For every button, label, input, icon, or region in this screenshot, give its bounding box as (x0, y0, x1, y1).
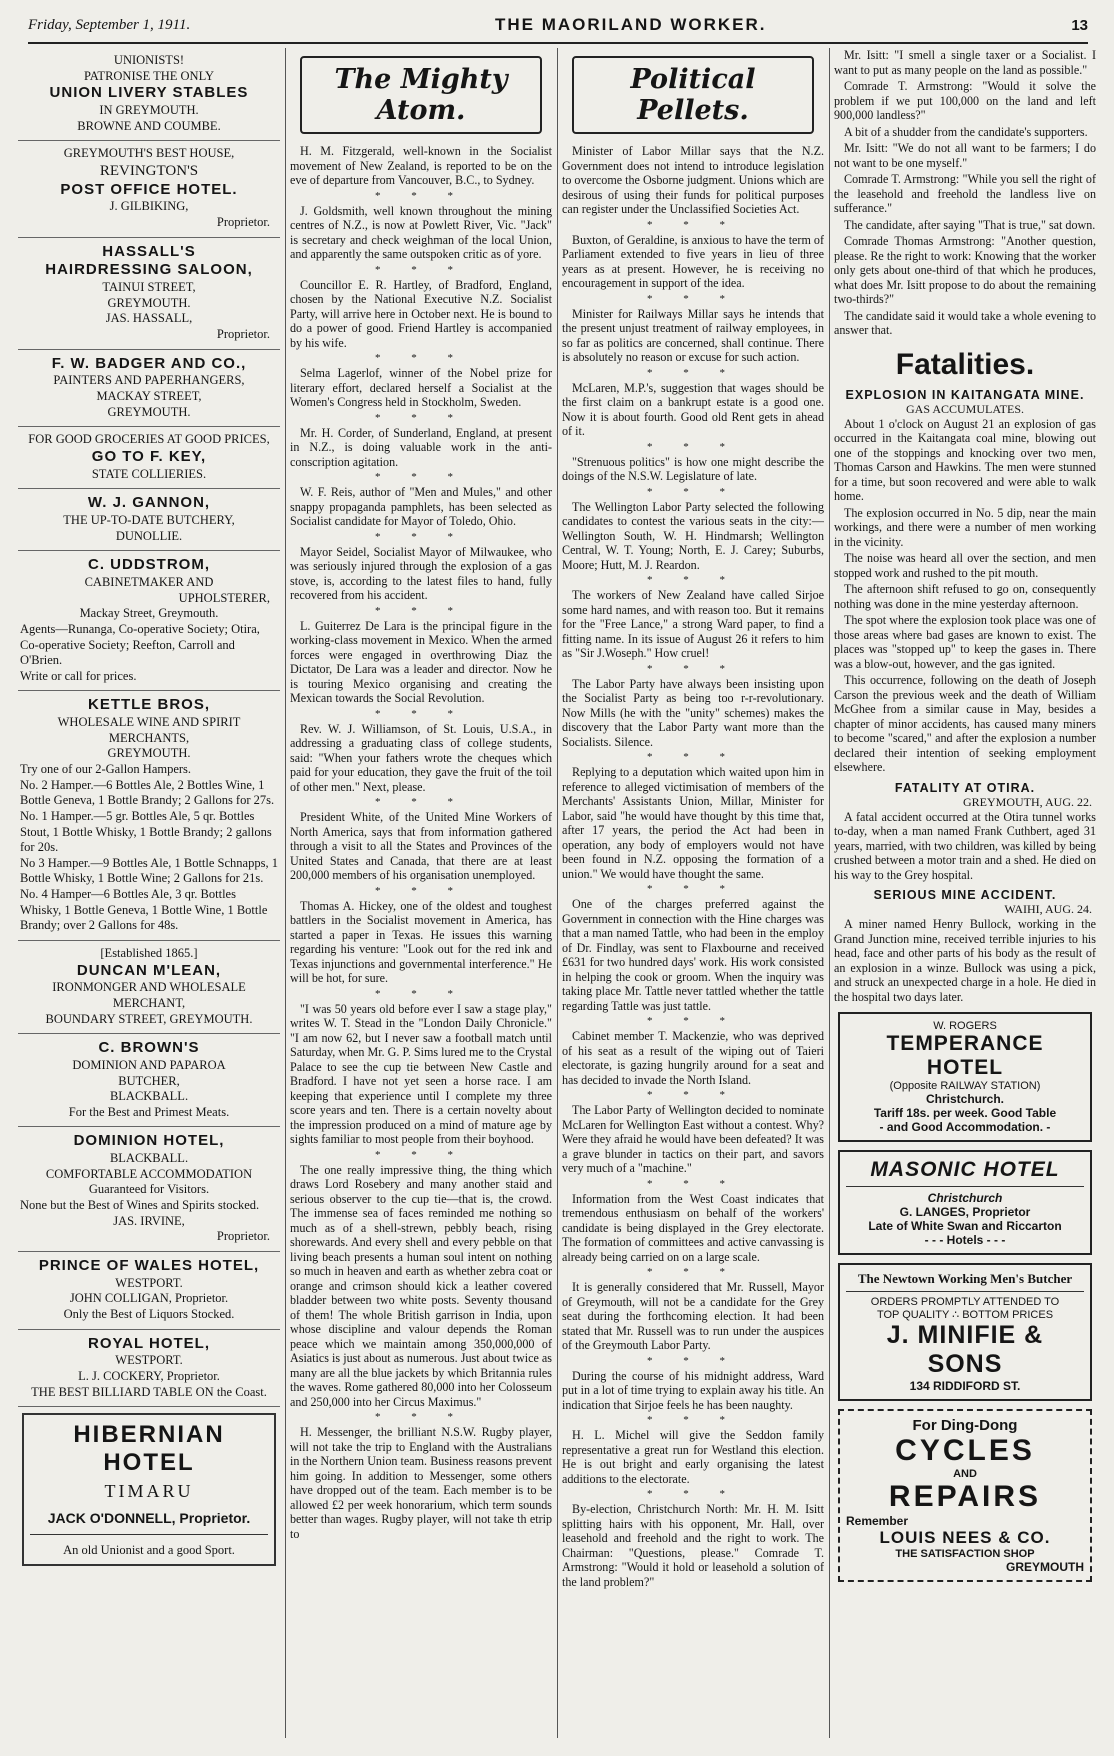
ad-line: DOMINION AND PAPAROA (72, 1057, 226, 1072)
ad-badger (18, 350, 280, 428)
ad-line: UNIONISTS! (113, 53, 185, 67)
ad-line: Remember (846, 1514, 909, 1528)
column-rule (829, 48, 830, 1738)
ad-line: UPHOLSTERER, (178, 590, 270, 605)
masthead (28, 8, 1088, 44)
ad-line: JOHN COLLIGAN, Proprietor. (69, 1291, 229, 1306)
article-paragraph: Comrade T. Armstrong: "Would it solve the problem if we put 100,000 on the land and left 900,000 landless?" (834, 79, 1096, 122)
ad-key-groceries (18, 427, 280, 489)
article-paragraph: The candidate, after saying "That is true," sat down. (844, 217, 1096, 232)
ad-dominion-hotel (18, 1127, 280, 1252)
ad-line: PAINTERS AND PAPERHANGERS, (53, 373, 245, 388)
paragraph-separator: * * * (647, 485, 739, 498)
ad-minifie-butcher (838, 1263, 1092, 1401)
ad-line: GREYMOUTH. (107, 295, 191, 310)
article-paragraph: "I was 50 years old before ever I saw a stage play," writes W. T. Stead in the "London Daily Chronicle." "I am now 62, but I never saw a football match until Saturday, when Mr. G. P. Sims lured me to the Crystal Palace to see the cup tie between New Castle and Bradford. I have not yet seen a horse race. I am keeping that experience until I complete my three score years and ten. There is a certain novelty about the impression produced on a mind of mature age by sights familiar to most people from their boyhood. (290, 1001, 552, 1146)
ad-cycles-repairs (838, 1409, 1092, 1582)
ad-line: THE UP-TO-DATE BUTCHERY, (63, 513, 235, 527)
article-paragraph: L. Guiterrez De Lara is the principal figure in the working-class movement in Mexico. When the armed forces were engaged in overthrowing Diaz the Dictator, De Lara was a leader and director. Now he is touring Mexico organising and creating the Mexican towards the Social Revolution. (290, 618, 552, 705)
ad-prince-of-wales-hotel (18, 1252, 280, 1330)
article-paragraph: President White, of the United Mine Workers of North America, says that from information gathered through a visit to all the States and Provinces of the United States and Canada, that there are at least 200,000 members of his organisation unemployed. (290, 810, 552, 882)
ad-line: IRONMONGER AND WHOLESALE MERCHANT, (52, 980, 246, 1010)
ad-line: An old Unionist and a good Sport. (30, 1534, 268, 1558)
article-paragraph: H. Messenger, the brilliant N.S.W. Rugby player, will not take the trip to England with the Australians in the Northern Union team. Business reasons prevent him going. In addition to Messenger, some others have dropped out of the team. Each member is to be allowed £2 per week honorarium, which term sounds better than wages. Rugby player, will not take th etrip to (290, 1425, 552, 1541)
ad-line: TAINUI STREET, (102, 280, 196, 295)
ad-heading: MASONIC HOTEL (870, 1158, 1060, 1181)
ad-line: BLACKBALL. (109, 1151, 189, 1166)
ad-line: COMFORTABLE ACCOMMODATION (45, 1166, 253, 1181)
ad-line: AND (953, 1468, 977, 1480)
ad-line: Only the Best of Liquors Stocked. (63, 1306, 235, 1321)
article-paragraph: About 1 o'clock on August 21 an explosion of gas occurred in the Kaitangata coal mine, blowing out one of the stoppings and knocking over two men, Thomas Carson and Hawkins. The men were stunned for a time, but soon recovered and were able to walk home. (834, 416, 1096, 503)
ad-line: Late of White Swan and Riccarton (868, 1219, 1062, 1233)
paragraph-separator: * * * (375, 1148, 467, 1161)
paragraph-separator: * * * (375, 604, 467, 617)
article-paragraph: Mr. Isitt: "We do not all want to be farmers; I do not want to be one myself." (834, 141, 1096, 170)
paragraph-separator: * * * (375, 471, 467, 483)
ad-temperance-hotel (838, 1012, 1092, 1142)
ad-line: (Opposite RAILWAY STATION) (889, 1080, 1041, 1092)
article-paragraph: Information from the West Coast indicates that tremendous enthusiasm on behalf of the workers' candidate is being displayed in the Grey electorate. The formation of committees and active canvassing is already being carried on on a large scale. (562, 1191, 824, 1264)
ad-uddstrom (18, 551, 280, 691)
ad-line: ORDERS PROMPTLY ATTENDED TO (870, 1296, 1060, 1308)
ad-line: G. LANGES, Proprietor (899, 1205, 1031, 1219)
ad-line: CABINETMAKER AND (84, 575, 214, 589)
article-paragraph: The Labor Party of Wellington decided to nominate McLaren for Wellington East without a contest. Why? Were they afraid he would have been defeated? It was a grave blunder in tactics on their part, and savors very much of a "machine." (562, 1103, 824, 1175)
political-pellets-body (562, 144, 824, 1589)
paragraph-separator: * * * (375, 884, 467, 897)
ad-line: GREYMOUTH. (107, 404, 191, 419)
ad-heading: KETTLE BROS, (87, 696, 210, 714)
article-paragraph: The spot where the explosion took place was one of those areas where bad gases are known to exist. The places was "stopped up" to keep the gases in. There was a blow-out, however, and the gas ignited. (834, 613, 1096, 671)
article-paragraph: Comrade T. Armstrong: "While you sell the right of the leasehold and freehold the landless live on sufferance." (834, 172, 1096, 215)
paragraph-separator: * * * (375, 987, 467, 1000)
article-paragraph: Thomas A. Hickey, one of the oldest and toughest battlers in the Socialist movement in America, has started a paper in Texas. He issues this warning regarding his venture: "Look out for the red ink and Texas injunctions and governmental interference." He will be hot, for sure. (290, 898, 552, 985)
ad-line: BLACKBALL. (109, 1089, 189, 1104)
ad-line: GREYMOUTH. (107, 746, 191, 761)
article-paragraph: The noise was heard all over the section, and men stopped work and rushed to the pit mouth. (834, 551, 1096, 580)
otira-headline: FATALITY AT OTIRA. (894, 780, 1036, 795)
column-rule (557, 48, 558, 1738)
serious-accident-paragraph: A miner named Henry Bullock, working in the Grand Junction mine, received terrible injuries to his head, face and other parts of his body as the result of an explosion in a winze. Bullock was using a pick, and struck an unexpected charge in a hole. He died in the hospital two days later. (834, 917, 1096, 1004)
ad-line: 134 RIDDIFORD ST. (909, 1379, 1021, 1393)
ad-heading: POST OFFICE HOTEL. (60, 180, 238, 198)
explosion-headline: EXPLOSION IN KAITANGATA MINE. (845, 387, 1085, 402)
ad-line: THE SATISFACTION SHOP (895, 1548, 1035, 1560)
ad-line: GREYMOUTH (1006, 1560, 1084, 1574)
issue-date: Friday, September 1, 1911. (28, 16, 191, 33)
article-paragraph: McLaren, M.P.'s, suggestion that wages should be the first claim on a bankrupt estate is a good one. Now it is about fourth. Good old Rent gets in ahead of it. (562, 380, 824, 438)
political-pellets-column (562, 48, 824, 1748)
serious-accident-headline: SERIOUS MINE ACCIDENT. (873, 888, 1057, 902)
ad-line: GREYMOUTH'S BEST HOUSE, (63, 146, 235, 161)
fatalities-title: Fatalities. (895, 347, 1035, 381)
ad-line: No. 2 Hamper.—6 Bottles Ale, 2 Bottles Wine, 1 Bottle Geneva, 1 Bottle Brandy; 2 Gallons for 27s. (20, 777, 275, 808)
paragraph-separator: * * * (647, 366, 739, 379)
isitt-meeting-body (834, 48, 1096, 338)
article-paragraph: Cabinet member T. Mackenzie, who was deprived of his seat as a result of the wiping out of Taieri electorate, is gazing hungrily around for a seat and has decided to invade the North Island. (562, 1029, 824, 1087)
ad-line: For Ding-Dong (912, 1417, 1018, 1434)
ad-line: - and Good Accommodation. - (879, 1120, 1051, 1134)
ad-line: BUTCHER, (118, 1073, 180, 1088)
ad-line: [Established 1865.] (100, 945, 198, 960)
ad-heading: HASSALL'S (102, 242, 196, 260)
advertisements-column (18, 48, 280, 1748)
paragraph-separator: * * * (647, 1266, 739, 1278)
ad-hassall (18, 238, 280, 350)
paragraph-separator: * * * (647, 1488, 739, 1500)
paragraph-separator: * * * (647, 1354, 739, 1367)
ad-post-office-hotel (18, 141, 280, 237)
ad-line: Proprietor. (216, 1229, 270, 1244)
divider (846, 1291, 1084, 1292)
ad-heading: J. MINIFIE & SONS (886, 1321, 1044, 1378)
page-number: 13 (1071, 16, 1088, 34)
ad-gannon (18, 489, 280, 551)
article-paragraph: The workers of New Zealand have called Sirjoe some hard names, and with reason too. But it remains for the "Free Lance," a strong Ward paper, to find a fitting name. In its issue of August 26 it refers to him as "Sir J.Woseph." How cruel! (562, 588, 824, 660)
ad-line: Proprietor. (216, 327, 270, 341)
ad-heading: LOUIS NEES & CO. (879, 1528, 1051, 1547)
article-paragraph: Mayor Seidel, Socialist Mayor of Milwaukee, who was seriously injured through the explosion of a gas stove, is, according to the latest files to hand, fully recovered from his accident. (290, 544, 552, 602)
ad-line: No. 1 Hamper.—5 gr. Bottles Ale, 5 qr. Bottles Stout, 1 Bottle Whisky, 1 Bottle Brandy; 2 gallons for 20s. (20, 808, 272, 855)
paragraph-separator: * * * (647, 440, 739, 453)
paper-title: THE MAORILAND WORKER. (495, 15, 767, 34)
ad-line: No 3 Hamper.—9 Bottles Ale, 1 Bottle Schnapps, 1 Bottle Whisky, 1 Bottle Wine; 2 Gallons for 21s. (20, 855, 278, 886)
ad-heading: DOMINION HOTEL, (73, 1132, 225, 1150)
paragraph-separator: * * * (375, 263, 467, 276)
article-paragraph: Mr. H. Corder, of Sunderland, England, at present in N.Z., is doing valuable work in the anti-conscription agitation. (290, 425, 552, 469)
article-paragraph: "Strenuous politics" is how one might describe the doings of the N.S.W. Legislature of late. (562, 454, 824, 483)
paragraph-separator: * * * (375, 411, 467, 424)
paragraph-separator: * * * (375, 352, 467, 364)
article-paragraph: The one really impressive thing, the thing which draws Lord Rosebery and many another staid and serious observer to the cup tie—that is, the crowd. The immense sea of faces reminded me nothing so much as of a shell-strewn, pebbly beach, rising shorewards. And every shell and every pebble on that living beach presents a human soul intent on nothing so much in heaven and earth as whether zebra coat or orange and crimson should kick a leather covered bladder between two white posts. Seventy thousand of them! The whole British garrison in India, upon whose discipline and valour depends the Roman peace which we maintain among 350,000,000 of Asiatics is just about as numerous. Just about twice as many are all the blue jackets by which Britannia rules the waves. Rome gathered 80,000 into her Colosseum and 250,000 into her Circus Maximus." (290, 1162, 552, 1409)
article-paragraph: The Wellington Labor Party selected the following candidates to contest the various seats in the city:—Wellington South, W. H. Hindmarsh; Wellington Central, W. T. Young; North, E. J. Carey; Suburbs, Moore; Hutt, M. J. Reardon. (562, 499, 824, 572)
ad-line: JACK O'DONNELL, Proprietor. (47, 1510, 251, 1527)
ad-heading: CYCLES (895, 1434, 1035, 1467)
paragraph-separator: * * * (375, 796, 467, 808)
article-paragraph: This occurrence, following on the death of Joseph Carson the previous week and the death of William McGhee from a similar cause in May, besides a chapter of minor accidents, has caused many miners to become "scared," and after the explosion a number declared their intention of seeking employment elsewhere. (834, 673, 1096, 774)
ad-masonic-hotel (838, 1150, 1092, 1255)
mighty-atom-body (290, 144, 552, 1541)
ad-heading: REPAIRS (888, 1480, 1042, 1513)
ad-hibernian-hotel (22, 1413, 276, 1566)
article-paragraph: Selma Lagerlof, winner of the Nobel prize for literary effort, declared herself a Socialist at the Women's Congress held in Stockholm, Sweden. (290, 366, 552, 409)
article-paragraph: Comrade Thomas Armstrong: "Another question, please. Re the right to work: Knowing that the worker only gets about one-third of that which he produces, what does Mr. Isitt propose to do about the remaining two-thirds?" (834, 234, 1096, 306)
ad-heading: F. W. BADGER AND CO., (51, 354, 247, 372)
paragraph-separator: * * * (647, 218, 739, 231)
ad-brown-butcher (18, 1034, 280, 1127)
paragraph-separator: * * * (375, 707, 467, 720)
column-rule (285, 48, 286, 1738)
paragraph-separator: * * * (647, 1015, 739, 1027)
article-paragraph: Mr. Isitt: "I smell a single taxer or a Socialist. I want to put as many people on the land as possible." (834, 48, 1096, 77)
ad-heading: HIBERNIAN HOTEL (73, 1421, 225, 1477)
article-paragraph: J. Goldsmith, well known throughout the mining centres of N.Z., is now at Powlett River, Vic. "Jack" is secretary and check weighman of the local Union, and apparently the same outspoken critic as of yore. (290, 203, 552, 261)
explosion-subhead: GAS ACCUMULATES. (905, 401, 1025, 416)
ad-heading: UNION LIVERY STABLES (49, 84, 249, 102)
otira-dateline: GREYMOUTH, AUG. 22. (963, 794, 1092, 809)
political-pellets-title: Political Pellets. (572, 56, 814, 134)
ad-heading: The Newtown Working Men's Butcher (857, 1271, 1073, 1286)
ad-line: WHOLESALE WINE AND SPIRIT MERCHANTS, (57, 715, 241, 745)
ad-line: WESTPORT. (115, 1275, 183, 1290)
ad-line: Write or call for prices. (20, 668, 137, 683)
ad-line: - - - Hotels - - - (924, 1233, 1006, 1247)
ad-line: Agents—Runanga, Co-operative Society; Otira, Co-operative Society; Reefton, Carroll and O'Brien. (20, 621, 260, 668)
ad-line: L. J. COCKERY, Proprietor. (78, 1368, 220, 1383)
ad-line: For the Best and Primest Meats. (68, 1104, 230, 1119)
ad-line: BOUNDARY STREET, GREYMOUTH. (45, 1011, 253, 1026)
ad-heading: ROYAL HOTEL, (87, 1334, 211, 1352)
ad-line: Guaranteed for Visitors. (88, 1182, 210, 1197)
paragraph-separator: * * * (375, 189, 467, 202)
article-paragraph: The afternoon shift refused to go on, consequently nothing was done in the mine yesterday afternoon. (834, 582, 1096, 611)
ad-line: Try one of our 2-Gallon Hampers. (20, 762, 192, 776)
ad-line: Christchurch. (925, 1092, 1004, 1106)
ad-line: DUNOLLIE. (115, 528, 183, 543)
paragraph-separator: * * * (647, 662, 739, 675)
ad-heading: TEMPERANCE HOTEL (886, 1032, 1044, 1079)
article-paragraph: By-election, Christchurch North: Mr. H. M. Isitt splitting hairs with his opponent, Mr. Hall, over leasehold and freehold and the right to work. The Chairman: "Questions, please." Comrade T. Armstrong: "Would it hold or leasehold a solution of the land problem?" (562, 1502, 824, 1589)
ad-heading: C. BROWN'S (98, 1039, 200, 1057)
ad-line: WESTPORT. (115, 1353, 183, 1368)
paragraph-separator: * * * (375, 1411, 467, 1423)
explosion-body (834, 417, 1096, 775)
ad-line: REVINGTON'S (99, 162, 199, 179)
ad-line: PATRONISE THE ONLY (83, 68, 214, 83)
article-paragraph: Minister for Railways Millar says he intends that the present unjust treatment of railway employees, in so far as politics are concerned, shall continue. There is absolutely no reason or excuse for such action. (562, 306, 824, 364)
ad-line: JAS. IRVINE, (113, 1213, 185, 1228)
ad-heading: C. UDDSTROM, (88, 556, 210, 574)
ad-line: W. ROGERS (933, 1020, 997, 1032)
ad-line: THE BEST BILLIARD TABLE ON the Coast. (31, 1384, 267, 1399)
ad-line: STATE COLLIERIES. (91, 466, 207, 481)
ad-line: TOP QUALITY ∴ BOTTOM PRICES (876, 1309, 1054, 1321)
article-paragraph: The candidate said it would take a whole evening to answer that. (834, 308, 1096, 337)
article-paragraph: Rev. W. J. Williamson, of St. Louis, U.S.A., in addressing a graduating class of college students, said: "When your fathers wrote the cheques which paid for your education, they gave the fruit of the toil of other men." Next, please. (290, 721, 552, 794)
ad-line: TIMARU (104, 1481, 194, 1502)
paragraph-separator: * * * (647, 1177, 739, 1190)
ad-line: FOR GOOD GROCERIES AT GOOD PRICES, (28, 432, 270, 447)
ad-mclean (18, 941, 280, 1034)
article-paragraph: Buxton, of Geraldine, is anxious to have the term of Parliament extended to five years in lieu of three years as at present. However, he is receiving no encouragement in support of the idea. (562, 232, 824, 290)
article-paragraph: W. F. Reis, author of "Men and Mules," and other snappy propaganda pamphlets, has been selected as Socialist candidate for Mayor of Toledo, Ohio. (290, 485, 552, 528)
article-paragraph: During the course of his midnight address, Ward put in a lot of time trying to explain away his title. An indication that Sirjoe feels he has been naughty. (562, 1368, 824, 1412)
paragraph-separator: * * * (647, 883, 739, 895)
ad-union-stables (18, 48, 280, 141)
article-paragraph: It is generally considered that Mr. Russell, Mayor of Greymouth, will not be a candidate for the Grey seat during the forthcoming election. It had been stated that Mr. Russell was to run under the auspices of the Greymouth Labor Party. (562, 1280, 824, 1352)
ad-line: BROWNE AND COUMBE. (77, 118, 221, 133)
paragraph-separator: * * * (647, 751, 739, 763)
ad-heading: DUNCAN M'LEAN, (76, 961, 222, 979)
ad-line: MACKAY STREET, (96, 389, 202, 403)
article-paragraph: One of the charges preferred against the Government in connection with the Hine charges was that a man named Tattle, who had been in the employ of Dr. Findlay, was sent to Flaxbourne and received £631 for two hundred days' work. His work consisted in helping the cook or groom. When the inquiry was taking place Mr. Tattle never tattled whether the tattle regarding Tattle was just tattle. (562, 897, 824, 1013)
divider (846, 1186, 1084, 1187)
article-paragraph: H. L. Michel will give the Seddon family representative a great run for Westland this election. He is out bright and early organising the latest additions to the electorate. (562, 1428, 824, 1486)
paragraph-separator: * * * (375, 530, 467, 543)
paragraph-separator: * * * (647, 292, 739, 305)
ad-kettle-bros (18, 691, 280, 941)
ad-line: Tariff 18s. per week. Good Table (873, 1106, 1057, 1120)
ad-royal-hotel (18, 1330, 280, 1408)
ad-line: J. GILBIKING, (109, 199, 189, 214)
ad-line: No. 4 Hamper—6 Bottles Ale, 3 qr. Bottles Whisky, 1 Bottle Geneva, 1 Bottle Wine, 1 Bottle Brandy; over 2 Gallons for 48s. (20, 887, 268, 933)
ad-heading: HAIRDRESSING SALOON, (45, 261, 253, 279)
fatalities-column (834, 48, 1096, 1748)
serious-accident-dateline: WAIHI, AUG. 24. (1004, 902, 1092, 916)
article-paragraph: The Labor Party have always been insisting upon the Socialist Party as being too r-r-revolutionary. Now Mills (he with the "unity" schemes) makes the discovery that the Labor Party want more than the Socialists. Silence. (562, 676, 824, 749)
article-paragraph: Councillor E. R. Hartley, of Bradford, England, chosen by the National Executive N.Z. Socialist Party, will arrive here in October next. He is bound to do a power of good. Friend Hartley is accompanied by his wife. (290, 277, 552, 350)
ad-heading: PRINCE OF WALES HOTEL, (38, 1256, 260, 1274)
otira-paragraph: A fatal accident occurred at the Otira tunnel works to-day, when a man named Frank Cuthbert, aged 31 years, married, with two children, was killed by being crushed between a motor train and a shed. He died on his way to the Grey hospital. (834, 809, 1096, 882)
paragraph-separator: * * * (647, 1414, 739, 1426)
article-paragraph: Replying to a deputation which waited upon him in reference to alleged victimisation of members of the Merchants' Assistants Union, Millar, Minister for Labor, said "he would have thought by this time that, after 17 years, the period the Act had been in operation, any body of employers would not have been found in N.Z. opposing the formation of a union." We would have thought the same. (562, 765, 824, 881)
paragraph-separator: * * * (647, 574, 739, 586)
ad-line: IN GREYMOUTH. (99, 103, 199, 117)
paragraph-separator: * * * (647, 1089, 739, 1101)
ad-line: JAS. HASSALL, (105, 311, 193, 326)
article-paragraph: H. M. Fitzgerald, well-known in the Socialist movement of New Zealand, is reported to be on the eve of departure from Vancouver, B.C., to Sydney. (290, 144, 552, 187)
article-paragraph: The explosion occurred in No. 5 dip, near the main workings, and there were a number of men working in the vicinity. (834, 505, 1096, 549)
ad-heading: GO TO F. KEY, (91, 447, 207, 465)
mighty-atom-title: The Mighty Atom. (300, 56, 542, 134)
ad-heading: W. J. GANNON, (87, 494, 211, 512)
article-paragraph: A bit of a shudder from the candidate's supporters. (844, 124, 1088, 139)
ad-line: Christchurch (927, 1191, 1003, 1205)
ad-line: None but the Best of Wines and Spirits stocked. (20, 1198, 260, 1212)
mighty-atom-column (290, 48, 552, 1748)
ad-line: Mackay Street, Greymouth. (79, 606, 219, 621)
ad-line: Proprietor. (216, 215, 270, 229)
article-paragraph: Minister of Labor Millar says that the N.Z. Government does not intend to introduce legislation to overcome the Osborne judgment. Unions which are desirous of using their funds for political purposes can register under the Unclassified Societies Act. (562, 144, 824, 216)
